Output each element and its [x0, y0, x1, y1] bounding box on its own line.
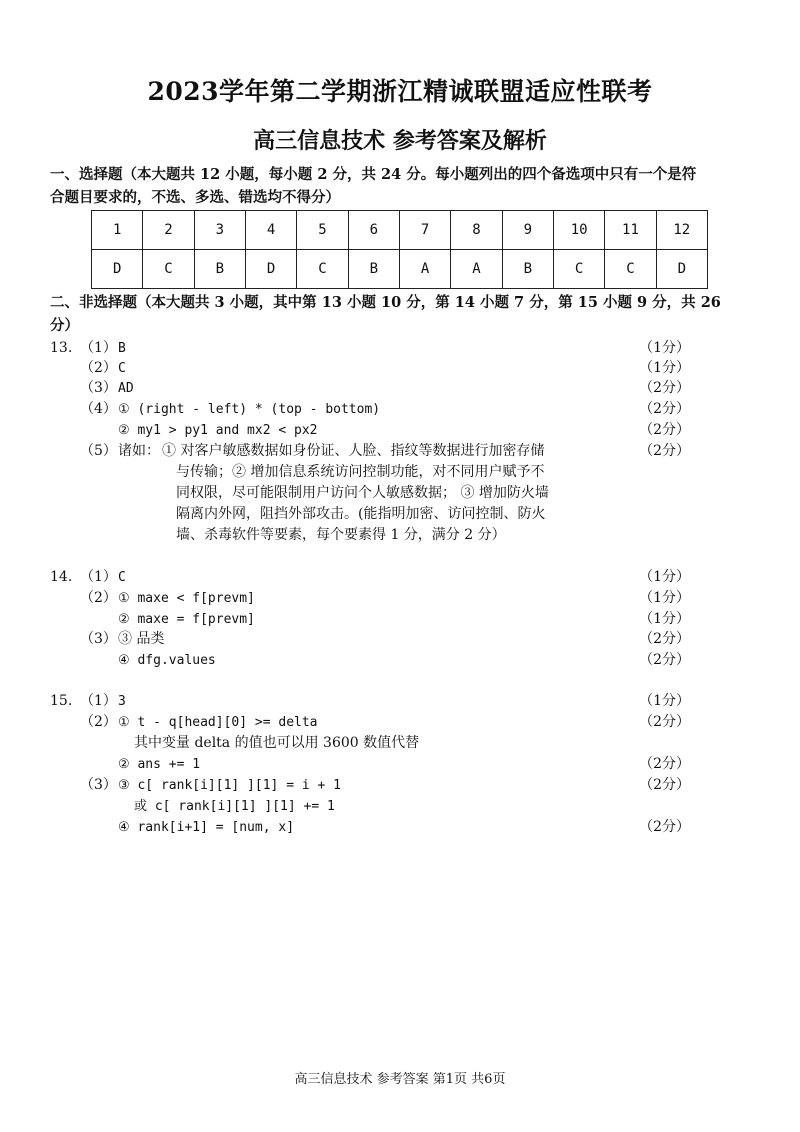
q13-part5-line1: ① 对客户敏感数据如身份证、人脸、指纹等数据进行加密存储	[162, 443, 545, 459]
answer-text: ① (right - left) * (top - bottom)	[118, 402, 381, 417]
answer-cell: C	[553, 250, 604, 289]
answer-text: ② maxe = f[prevm]	[118, 612, 255, 627]
q15-part3a	[50, 775, 690, 796]
q14-part3a	[50, 629, 690, 650]
score: （1分）	[639, 693, 690, 709]
answer-text: 3	[118, 694, 126, 709]
part-label: （4）	[80, 401, 117, 417]
question-number-cell: 12	[656, 211, 707, 250]
q13-part5-line3: 同权限，尽可能限制用户访问个人敏感数据； ③ 增加防火墙	[176, 485, 549, 501]
answer-text: ④ dfg.values	[118, 653, 216, 668]
section1-heading-line1: 一、选择题（本大题共 12 小题，每小题 2 分，共 24 分。每小题列出的四个备选项中只有一个是符	[50, 166, 697, 183]
score: （2分）	[639, 652, 690, 668]
answer-text: C	[118, 570, 126, 585]
part-label: （1）	[80, 569, 117, 585]
q13-part5-line4: 隔离内外网，阻挡外部攻击。(能指明加密、访问控制、防火	[176, 506, 546, 522]
q13-part3	[50, 378, 690, 399]
answer-table-numbers-row	[92, 211, 708, 250]
q13-part2	[50, 358, 690, 379]
score: （2分）	[639, 714, 690, 730]
answer-cell: B	[348, 250, 399, 289]
question-number-cell: 5	[297, 211, 348, 250]
section2-heading-line2: 分）	[50, 317, 79, 334]
score: （1分）	[639, 360, 690, 376]
q14-part2b	[50, 609, 690, 630]
answer-cell: C	[297, 250, 348, 289]
answer-text: C	[118, 361, 126, 376]
answer-lead: 诸如：	[118, 443, 160, 459]
answer-text: B	[118, 341, 126, 356]
question-number-cell: 8	[451, 211, 502, 250]
q14-part3b	[50, 650, 690, 671]
page-subtitle: 高三信息技术 参考答案及解析	[253, 128, 547, 154]
answer-text: ① t - q[head][0] >= delta	[118, 715, 318, 730]
answer-text: ① maxe < f[prevm]	[118, 591, 255, 606]
q15-part2a	[50, 712, 690, 733]
score: （2分）	[639, 401, 690, 417]
answer-cell: D	[656, 250, 707, 289]
answer-text: AD	[118, 381, 134, 396]
score: （1分）	[639, 569, 690, 585]
answer-text: ② ans += 1	[118, 757, 201, 772]
q14-part1	[50, 567, 690, 588]
question-number: 13.	[50, 340, 73, 356]
answer-cell: D	[92, 250, 143, 289]
score: （1分）	[639, 340, 690, 356]
question-number-cell: 9	[502, 211, 553, 250]
part-label: （3）	[80, 777, 117, 793]
answer-alt: 或 c[ rank[i][1] ][1] += 1	[134, 799, 335, 814]
question-number: 14.	[50, 569, 73, 585]
question-number-cell: 10	[553, 211, 604, 250]
part-label: （2）	[80, 360, 117, 376]
score: （1分）	[639, 590, 690, 606]
answer-table	[91, 210, 708, 289]
score: （2分）	[639, 380, 690, 396]
q15-part2b	[50, 754, 690, 775]
question-number-cell: 4	[245, 211, 296, 250]
answer-text: ② my1 > py1 and mx2 < px2	[118, 423, 318, 438]
answer-cell: A	[451, 250, 502, 289]
answer-text: ④ rank[i+1] = [num, x]	[118, 820, 295, 835]
question-number-cell: 2	[143, 211, 194, 250]
score: （2分）	[639, 777, 690, 793]
q15-part3a-alt	[50, 796, 690, 817]
part-label: （3）	[80, 380, 117, 396]
part-label: （1）	[80, 340, 117, 356]
q15-part1	[50, 691, 690, 712]
score: （2分）	[639, 443, 690, 459]
score: （2分）	[639, 819, 690, 835]
q13-part4b	[50, 420, 690, 441]
question-number-cell: 7	[399, 211, 450, 250]
answer-cell: D	[245, 250, 296, 289]
part-label: （5）	[80, 443, 117, 459]
score: （2分）	[639, 631, 690, 647]
section2-heading-line1: 二、非选择题（本大题共 3 小题，其中第 13 小题 10 分，第 14 小题 7 分，第 15 小题 9 分，共 26	[50, 294, 721, 311]
q13-part4a	[50, 399, 690, 420]
part-label: （1）	[80, 693, 117, 709]
question-number-cell: 1	[92, 211, 143, 250]
part-label: （2）	[80, 590, 117, 606]
part-label: （3）	[80, 631, 117, 647]
part-label: （2）	[80, 714, 117, 730]
question-number-cell: 6	[348, 211, 399, 250]
q13-part5-line2: 与传输；② 增加信息系统访问控制功能，对不同用户赋予不	[176, 464, 545, 480]
section1-heading-line2: 合题目要求的，不选、多选、错选均不得分）	[50, 189, 340, 206]
answer-text: ③ 品类	[118, 631, 165, 647]
q13-part5-line5: 墙、杀毒软件等要素，每个要素得 1 分，满分 2 分）	[176, 527, 506, 543]
question-number-cell: 11	[605, 211, 656, 250]
question-number: 15.	[50, 693, 73, 709]
page-title: 2023学年第二学期浙江精诚联盟适应性联考	[147, 77, 653, 106]
score: （1分）	[639, 611, 690, 627]
score: （2分）	[639, 422, 690, 438]
answer-cell: C	[605, 250, 656, 289]
score: （2分）	[639, 756, 690, 772]
q14-part2a	[50, 588, 690, 609]
answer-table-answers-row	[92, 250, 708, 289]
question-number-cell: 3	[194, 211, 245, 250]
answer-cell: A	[399, 250, 450, 289]
page-footer: 高三信息技术 参考答案 第1页 共6页	[294, 1072, 506, 1087]
answer-note: 其中变量 delta 的值也可以用 3600 数值代替	[134, 735, 420, 751]
answer-cell: B	[194, 250, 245, 289]
q15-part3b	[50, 817, 690, 838]
answer-text: ③ c[ rank[i][1] ][1] = i + 1	[118, 778, 341, 793]
q13-part1	[50, 338, 690, 359]
answer-cell: C	[143, 250, 194, 289]
q15-part2a-note	[50, 733, 690, 754]
answer-cell: B	[502, 250, 553, 289]
